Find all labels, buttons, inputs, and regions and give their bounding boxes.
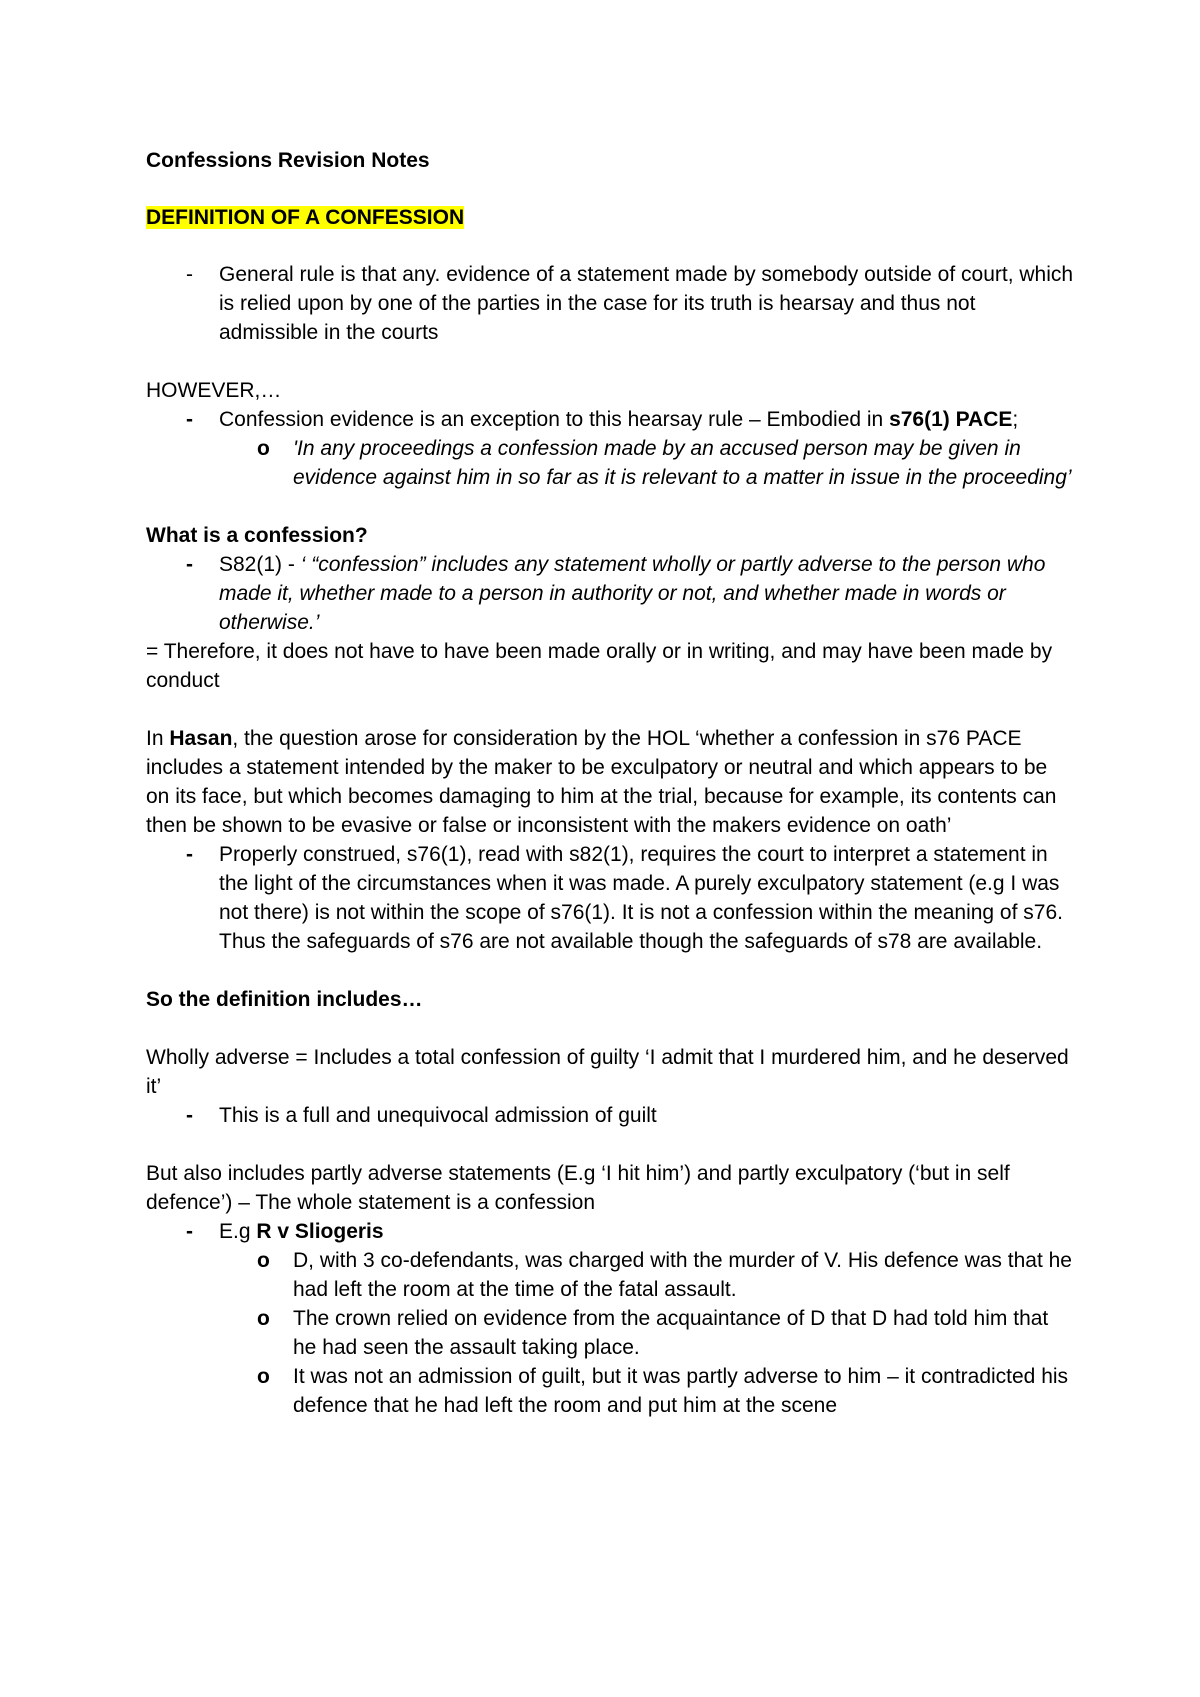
- bullet-exception: [146, 405, 1076, 434]
- circle-marker: o: [257, 1365, 270, 1388]
- bullet-wholly-point: [146, 1101, 1076, 1130]
- case-name: Hasan: [169, 727, 233, 750]
- case-name: R v Sliogeris: [256, 1220, 384, 1243]
- bullet-s82: [146, 550, 1076, 637]
- sub-bullet-text: The crown relied on evidence from the acquaintance of D that D had told him that he had seen the assault taking place.: [293, 1307, 1049, 1359]
- dash-marker: -: [186, 843, 193, 866]
- sub-bullet-sliogeris-1: [146, 1246, 1076, 1304]
- circle-marker: o: [257, 1249, 270, 1272]
- bullet-example-case: [146, 1217, 1076, 1246]
- hasan-in: In: [146, 727, 170, 750]
- subheading-so-definition: So the definition includes…: [146, 988, 423, 1011]
- statute-ref: s76(1) PACE: [889, 408, 1013, 431]
- highlighted-heading: DEFINITION OF A CONFESSION: [146, 206, 465, 229]
- however-line: HOWEVER,…: [146, 379, 282, 402]
- bullet-text-end: ;: [1012, 408, 1019, 431]
- quote-text: ‘ “confession” includes any statement wholly or partly adverse to the person who made it, whether made to a person in authority or not, and whether made in words or otherwise.’: [219, 553, 1046, 634]
- doc-title: Confessions Revision Notes: [146, 149, 430, 172]
- hasan-text: , the question arose for consideration by the HOL ‘whether a confession in s76 PACE includes a statement intended by the maker to be exculpatory or neutral and which appears to be on its face, but which becomes damaging to him at the trial, because for example, its contents can then be shown to be evasive or false or inconsistent with the makers evidence on oath’: [146, 727, 1057, 837]
- section-heading-definition: [146, 203, 1076, 232]
- therefore-line: = Therefore, it does not have to have been made orally or in writing, and may have been made by conduct: [146, 640, 1053, 692]
- bullet-text: Confession evidence is an exception to this hearsay rule – Embodied in: [219, 408, 890, 431]
- circle-marker: o: [257, 1307, 270, 1330]
- section-ref: S82(1) -: [219, 553, 301, 576]
- bullet-text: General rule is that any. evidence of a statement made by somebody outside of court, which is relied upon by one of the parties in the case for its truth is hearsay and thus not admissible in the courts: [219, 263, 1074, 344]
- sub-bullet-s76-quote: [146, 434, 1076, 492]
- circle-marker: o: [257, 437, 270, 460]
- sub-bullet-sliogeris-2: [146, 1304, 1076, 1362]
- sub-bullet-text: D, with 3 co-defendants, was charged with the murder of V. His defence was that he had left the room at the time of the fatal assault.: [293, 1249, 1072, 1301]
- bullet-text: This is a full and unequivocal admission of guilt: [219, 1104, 657, 1127]
- dash-marker: -: [186, 1220, 193, 1243]
- partly-adverse-line: But also includes partly adverse statements (E.g ‘I hit him’) and partly exculpatory (‘but in self defence’) – The whole statement is a confession: [146, 1162, 1010, 1214]
- sub-bullet-text: It was not an admission of guilt, but it was partly adverse to him – it contradicted his defence that he had left the room and put him at the scene: [293, 1365, 1069, 1417]
- dash-marker: -: [186, 1104, 193, 1127]
- document-page: [146, 146, 1076, 1420]
- bullet-general-rule: [146, 260, 1076, 347]
- sub-bullet-sliogeris-3: [146, 1362, 1076, 1420]
- dash-marker: -: [186, 408, 193, 431]
- subheading-what-is: What is a confession?: [146, 524, 368, 547]
- bullet-hasan-point: [146, 840, 1076, 956]
- hasan-paragraph: [146, 724, 1076, 840]
- example-prefix: E.g: [219, 1220, 257, 1243]
- dash-marker: -: [186, 263, 193, 286]
- dash-marker: -: [186, 553, 193, 576]
- bullet-text: Properly construed, s76(1), read with s82(1), requires the court to interpret a statement in the light of the circumstances when it was made. A purely exculpatory statement (e.g I was not there) is not within the scope of s76(1). It is not a confession within the meaning of s76. Thus the safeguards of s76 are not available though the safeguards of s78 are available.: [219, 843, 1063, 953]
- wholly-adverse-line: Wholly adverse = Includes a total confession of guilty ‘I admit that I murdered him, and he deserved it’: [146, 1046, 1069, 1098]
- quote-text: 'In any proceedings a confession made by an accused person may be given in evidence against him in so far as it is relevant to a matter in issue in the proceeding’: [293, 437, 1072, 489]
